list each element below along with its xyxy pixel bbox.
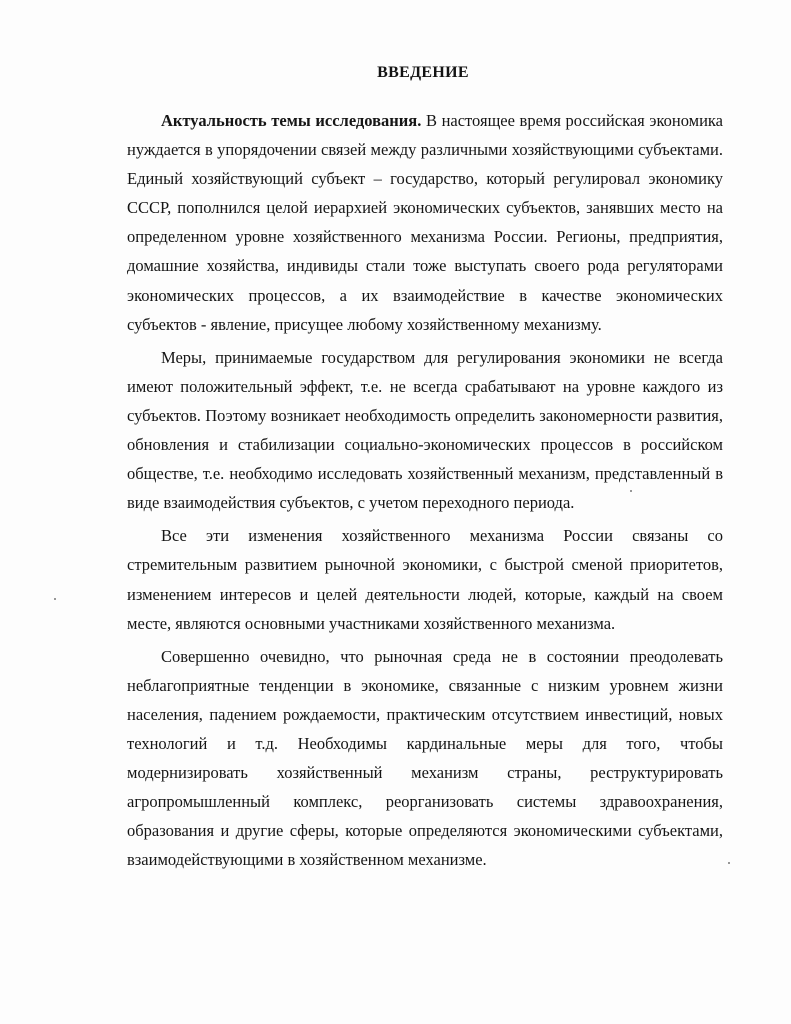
paragraph-1-text: В настоящее время российская экономика нуждается в упорядочении связей между различными хозяйствующими субъектами. Единый хозяйствующий субъект – государство, который регулировал экономику СССР, пополнился целой иерархией экономических субъектов, занявших место на определенном уровне хозяйственного механизма России. Регионы, предприятия, домашние хозяйства, индивиды стали тоже выступать своего рода регуляторами экономических процессов, а их взаимодействие в качестве экономических субъектов - явление, присущее любому хозяйственному механизму. bbox=[127, 111, 724, 334]
paragraph-4: Совершенно очевидно, что рыночная среда не в состоянии преодолевать неблагоприятные тенденции в экономике, связанные с низким уровнем жизни населения, падением рождаемости, практическим отсутствием инвестиций, новых технологий и т.д. Необходимы кардинальные меры для того, чтобы модернизировать хозяйственный механизм страны, реструктурировать агропромышленный комплекс, реорганизовать системы здравоохранения, образования и другие сферы, которые определяются экономическими субъектами, взаимодействующими в хозяйственном механизме. bbox=[127, 646, 723, 870]
scan-speck bbox=[630, 490, 632, 492]
paragraph-1 bbox=[127, 106, 723, 339]
scan-speck bbox=[728, 862, 730, 864]
paragraph-3: Все эти изменения хозяйственного механизма России связаны со стремительным развитием рыночной экономики, с быстрой сменой приоритетов, изменением интересов и целей деятельности людей, которые, каждый на своем месте, являются основными участниками хозяйственного механизма. bbox=[127, 526, 723, 633]
body-text bbox=[127, 106, 723, 874]
page-title: ВВЕДЕНИЕ bbox=[377, 64, 469, 81]
paragraph-lead: Актуальность темы исследования. bbox=[161, 111, 422, 130]
paragraph-2: Меры, принимаемые государством для регулирования экономики не всегда имеют положительный эффект, т.е. не всегда срабатывают на уровне каждого из субъектов. Поэтому возникает необходимость определить закономерности развития, обновления и стабилизации социально-экономических процессов в российском обществе, т.е. необходимо исследовать хозяйственный механизм, представленный в виде взаимодействия субъектов, с учетом переходного периода. bbox=[127, 347, 723, 513]
scan-speck bbox=[54, 598, 56, 600]
